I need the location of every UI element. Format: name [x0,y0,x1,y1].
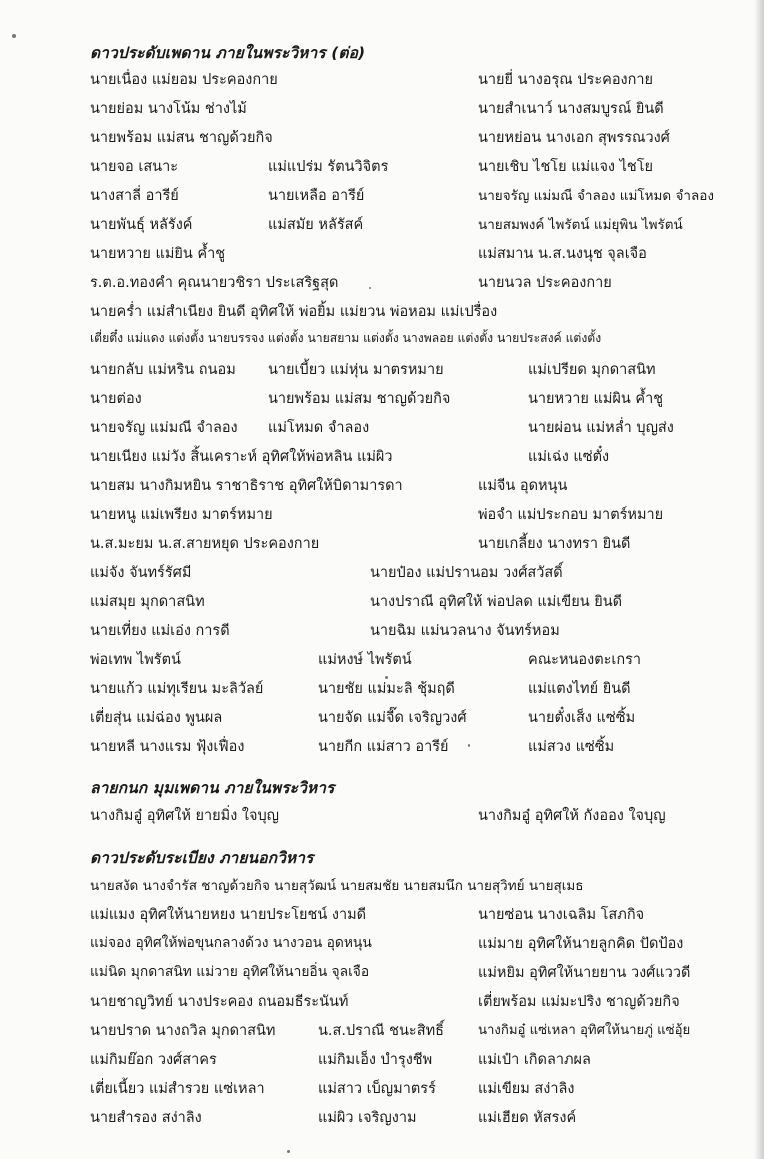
donor-entry: นายเหลือ อารีย์ [268,188,365,204]
donor-row [0,271,764,295]
donor-entry: นางกิมอู๋ แซ่เหลา อุทิศให้นายภู่ แซ่อุ้ย [478,1023,691,1038]
donor-entry: นายหวาย แม่ผิน ค้ำชู [528,391,664,407]
donor-entry: เตี่ยตึ๋ง แม่แดง แต่งตั้ง นายบรรจง แต่งตั้ง นายสยาม แต่งตั้ง นางพลอย แต่งตั้ง นายประสงค์ แต่งตั้ง [90,331,602,345]
donor-entry: นายพร้อม แม่สม ชาญด้วยกิจ [268,391,451,407]
donor-entry: แม่เฉ่ง แซ่ตั๋ง [528,449,610,465]
scan-speck [385,676,388,679]
donor-entry: แม่แมง อุทิศให้นายหยง นายประโยชน์ งามดี [90,907,367,923]
donor-entry: นายหนู แม่เพรียง มาตร์หมาย [90,507,273,523]
donor-entry: แม่สวง แซ่ซิ้ม [528,739,615,755]
donor-entry: นายจอ เสนาะ [90,159,179,175]
donor-row [0,961,764,985]
donor-row [0,155,764,179]
donor-entry: นายชัย แม่มะลิ ชุ้มฤดี [318,681,455,697]
donor-entry: พ่อเทพ ไพรัตน์ [90,652,181,668]
scan-speck [12,34,16,38]
donor-row [0,619,764,643]
donor-row [0,97,764,121]
donor-entry: นายป๋อง แม่ปรานอม วงศ์สวัสดิ์ [370,565,563,581]
donor-entry: นายฉิม แม่นวลนาง จันทร์หอม [370,623,560,639]
donor-row [0,126,764,150]
donor-entry: นายต่อง [90,391,142,407]
donor-entry: แม่แปร่ม รัตนวิจิตร [268,159,389,175]
donor-entry: นายหย่อน นางเอก สุพรรณวงศ์ [478,130,670,146]
donor-row [0,329,764,353]
donor-entry: นายปราด นางถวิล มุกดาสนิท [90,1023,276,1039]
donor-entry: คณะหนองตะเกรา [528,652,642,668]
donor-entry: นายจรัญ แม่มณี จำลอง [90,420,238,436]
donor-entry: แม่สาว เบ็ญมาตรร์ [318,1081,436,1097]
donor-entry: น.ส.มะยม น.ส.สายหยุด ประคองกาย [90,536,320,552]
donor-row [0,706,764,730]
donor-row [0,590,764,614]
section-heading-ceiling-stars: ดาวประดับเพดาน ภายในพระวิหาร (ต่อ) [90,44,366,62]
donor-row [0,874,764,898]
donor-entry: นายเนียง แม่วัง สิ้นเคราะห์ อุทิศให้พ่อหลิน แม่ผิว [90,449,393,465]
donor-entry: ร.ต.อ.ทองคำ คุณนายวชิรา ประเสริฐสุด [90,275,339,291]
donor-entry: นายแก้ว แม่ทุเรียน มะลิวัลย์ [90,681,264,697]
donor-entry: นายผ่อน แม่หล่ำ บุญส่ง [528,420,674,436]
donor-row [0,387,764,411]
donor-entry: แม่หยิม อุทิศให้นายยาน วงศ์แววดี [478,965,691,981]
donor-entry: นายหวาย แม่ยิน ค้ำชู [90,246,226,262]
donor-entry: แม่กิมย๊อก วงศ์สาคร [90,1052,217,1068]
donor-entry: นางกิมอู๋ อุทิศให้ ยายมิ่ง ใจบุญ [90,808,280,824]
donor-row [0,358,764,382]
donor-entry: แม่สมัย หลัรัสค์ [268,217,364,233]
donor-entry: แม่จีน อุดหนุน [478,478,568,494]
donor-row [0,416,764,440]
donor-entry: แม่จัง จันทร์รัศมี [90,565,192,581]
donor-entry: นายเนื่อง แม่ยอม ประคองกาย [90,72,278,88]
donor-entry: แม่สมาน น.ส.นงนุช จุลเจือ [478,246,647,262]
donor-entry: แม่เขียม สง่าลิง [478,1081,575,1097]
donor-entry: นายหลี นางแรม ฟุ้งเฟื่อง [90,739,245,755]
donor-entry: แม่เฮียด หัสรงค์ [478,1110,577,1126]
donor-row [0,242,764,266]
donor-entry: แม่โหมด จำลอง [268,420,370,436]
donor-entry: นายสงัด นางจำรัส ชาญด้วยกิจ นายสุวัฒน์ นายสมชัย นายสมนึก นายสุวิทย์ นายสุเมธ [90,878,584,894]
donor-entry: นายเชิบ ไชโย แม่แจง ไชโย [478,159,654,175]
donor-entry: นายตั๋งเส็ง แซ่ซิ้ม [528,710,636,726]
donor-entry: นายชาญวิทย์ นางประคอง ถนอมธีระนันท์ [90,994,349,1010]
donor-entry: แม่จอง อุทิศให้พ่อขุนกลางด้วง นางวอน อุดหนุน [90,935,372,951]
donor-entry: เตี่ยสุ่น แม่ฉ่อง พูนผล [90,710,223,726]
donor-entry: นายคร่ำ แม่สำเนียง ยินดี อุทิศให้ พ่อยิ้ม แม่ยวน พ่อหอม แม่เปรื่อง [90,304,498,320]
donor-entry: แม่เปรียด มุกดาสนิท [528,362,656,378]
donor-entry: นายสม นางกิมหยิน ราชาธิราช อุทิศให้บิดามารดา [90,478,403,494]
donor-entry: นายพันธุ์ หลัรังค์ [90,217,193,233]
donor-row [0,1077,764,1101]
donor-entry: แม่นิด มุกดาสนิท แม่วาย อุทิศให้นายอิ่น จุลเจือ [90,964,370,980]
donor-row [0,561,764,585]
donor-entry: นายเบี้ยว แม่หุ่น มาตรหมาย [268,362,444,378]
donor-row [0,474,764,498]
donor-row [0,1019,764,1043]
donor-row [0,735,764,759]
donor-entry: แม่เป๋า เกิดลาภผล [478,1052,591,1068]
donor-entry: เตี่ยเนี้ยว แม่สำรวย แซ่เหลา [90,1081,265,1097]
donor-entry: นายกีก แม่สาว อารีย์ [318,739,449,755]
donor-row [0,68,764,92]
scan-speck [369,287,371,289]
donor-entry: นายสำรอง สง่าลิง [90,1110,202,1126]
donor-entry: แม่หงษ์ ไพรัตน์ [318,652,412,668]
donor-entry: นายสมพงค์ ไพรัตน์ แม่ยุพิน ไพรัตน์ [478,217,683,233]
scan-speck [468,744,470,747]
donor-row [0,990,764,1014]
donor-entry: เตี่ยพร้อม แม่มะปริง ชาญด้วยกิจ [478,994,680,1010]
donor-entry: พ่อจำ แม่ประกอบ มาตร์หมาย [478,507,664,523]
donor-entry: นายจัด แม่จี๊ด เจริญวงศ์ [318,710,467,726]
donor-row [0,532,764,556]
donor-row [0,1106,764,1130]
donor-entry: นายนวล ประคองกาย [478,275,612,291]
donor-row [0,677,764,701]
donor-entry: แม่แตงไทย์ ยินดี [528,681,631,697]
section-heading-ceiling-corner: ลายกนก มุมเพดาน ภายในพระวิหาร [90,779,335,797]
donor-row [0,903,764,927]
donor-entry: นายสำเนาว์ นางสมบูรณ์ ยินดี [478,101,664,117]
donor-entry: นางกิมอู๋ อุทิศให้ กังออง ใจบุญ [478,808,666,824]
donor-entry: นายซ่อน นางเฉลิม โสภกิจ [478,907,645,923]
donor-row [0,1048,764,1072]
donor-entry: แม่สมุย มุกดาสนิท [90,594,205,610]
donor-entry: นายเกลี้ยง นางทรา ยินดี [478,536,631,552]
donor-entry: นายพร้อม แม่สน ชาญด้วยกิจ [90,130,273,146]
donor-row [0,503,764,527]
donor-row [0,213,764,237]
donor-row [0,300,764,324]
page-edge-shadow [754,0,764,1159]
donor-entry: นายยี่ นางอรุณ ประคองกาย [478,72,654,88]
scan-speck [287,1150,290,1153]
donor-entry: นางปราณี อุทิศให้ พ่อปลด แม่เขียน ยินดี [370,594,623,610]
donor-entry: นายย่อม นางโน้ม ช่างไม้ [90,101,247,117]
donor-entry: แม่ผิว เจริญงาม [318,1110,417,1126]
donor-row [0,184,764,208]
donor-entry: แม่กิมเอ็ง บำรุงชีพ [318,1052,433,1068]
donor-row [0,932,764,956]
donor-row [0,648,764,672]
donor-entry: นางสาลี่ อารีย์ [90,188,179,204]
donor-entry: นายจรัญ แม่มณี จำลอง แม่โหมด จำลอง [478,188,714,204]
section-heading-veranda-stars: ดาวประดับระเบียง ภายนอกวิหาร [90,849,314,867]
donor-row [0,804,764,828]
donor-entry: นายกลับ แม่หริน ถนอม [90,362,236,378]
donor-entry: นายเที่ยง แม่เอ่ง การดี [90,623,230,639]
donor-entry: แม่มาย อุทิศให้นายลูกคิด ปัดป้อง [478,936,684,952]
donor-row [0,445,764,469]
donor-entry: น.ส.ปราณี ชนะสิทธิ์ [318,1023,444,1039]
